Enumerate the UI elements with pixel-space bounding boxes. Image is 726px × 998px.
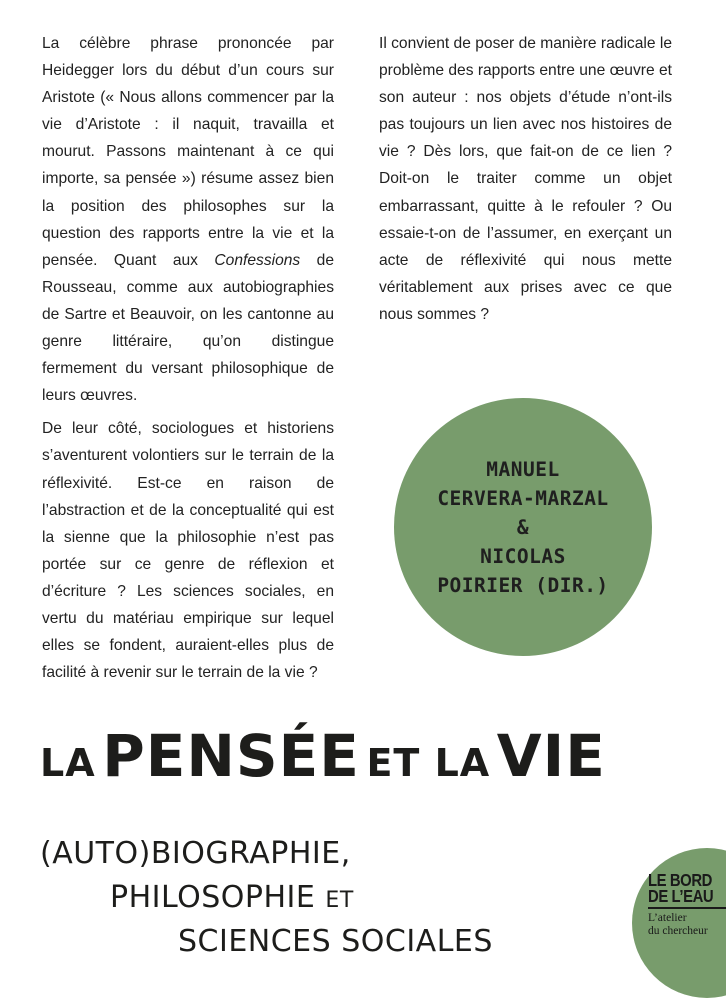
title-word-la: LA: [40, 741, 96, 785]
author-line-1: MANUEL: [486, 457, 560, 481]
title-word-vie: VIE: [496, 722, 606, 790]
left-paragraph-1-start: La célèbre phrase prononcée par Heidegger lors du début d’un cours sur Aristote (« Nous allons commencer par la vie d’Aristote : il naquit, travailla et mourut. Passons maintenant à ce qui importe, sa pensée ») résume assez bien la position des philosophes sur la question des rapports entre la vie et la pensée. Quant aux: [42, 35, 334, 269]
publisher-logo: [648, 872, 726, 938]
collection-line-1: L’atelier: [648, 912, 687, 924]
book-title: [40, 722, 606, 790]
right-text-column: [379, 30, 672, 334]
author-line-3: &: [516, 515, 530, 539]
title-word-et-la: ET LA: [366, 741, 491, 785]
left-paragraph-1: [42, 30, 334, 409]
publisher-name-line-2: DE L’EAU: [648, 886, 714, 906]
left-paragraph-1-end: de Rousseau, comme aux autobiographies de Sartre et Beauvoir, on les cantonne au genre littéraire, qu’on distingue fermement du versant philosophique de leurs œuvres.: [42, 251, 335, 405]
subtitle-line-2: [110, 880, 354, 915]
title-word-pensee: PENSÉE: [102, 722, 360, 790]
subtitle-line-2-et: ET: [325, 888, 354, 913]
right-paragraph-1: Il convient de poser de manière radicale le problème des rapports entre une œuvre et son auteur : nos objets d’étude n’ont-ils pas toujours un lien avec nos histoires de vie ? Dès lors, que fait-on de ce lien ? Doit-on le traiter comme un objet embarrassant, quitte à le refouler ? Ou essaie-t-on de l’assumer, en exerçant un acte de réflexivité qui nous mette véritablement aux prises avec ce que nous sommes ?: [379, 35, 672, 323]
subtitle-line-3: SCIENCES SOCIALES: [178, 924, 493, 959]
subtitle-line-1: (AUTO)BIOGRAPHIE,: [40, 836, 351, 871]
author-line-4: NICOLAS: [480, 544, 566, 568]
authors-badge: [394, 398, 652, 656]
left-text-column: [42, 30, 334, 692]
publisher-logo-rule: [648, 907, 726, 909]
collection-line-2: du chercheur: [648, 925, 708, 937]
author-line-2: CERVERA-MARZAL: [437, 486, 609, 510]
confessions-title: Confessions: [214, 251, 301, 269]
left-paragraph-2: De leur côté, sociologues et historiens s’aventurent volontiers sur le terrain de la réflexivité. Est-ce en raison de l’abstraction et de la conceptualité qui est la sienne que la philosophie n’est pas portée sur ce genre de réflexion et d’écriture ? Les sciences sociales, en vertu du matériau empirique sur lequel elles se fondent, auraient-elles plus de facilité à revenir sur le terrain de la vie ?: [42, 420, 334, 682]
author-line-5: POIRIER (DIR.): [437, 573, 609, 597]
subtitle-line-2-text: PHILOSOPHIE: [110, 880, 316, 915]
publisher-name-line-1: LE BORD: [648, 870, 712, 890]
